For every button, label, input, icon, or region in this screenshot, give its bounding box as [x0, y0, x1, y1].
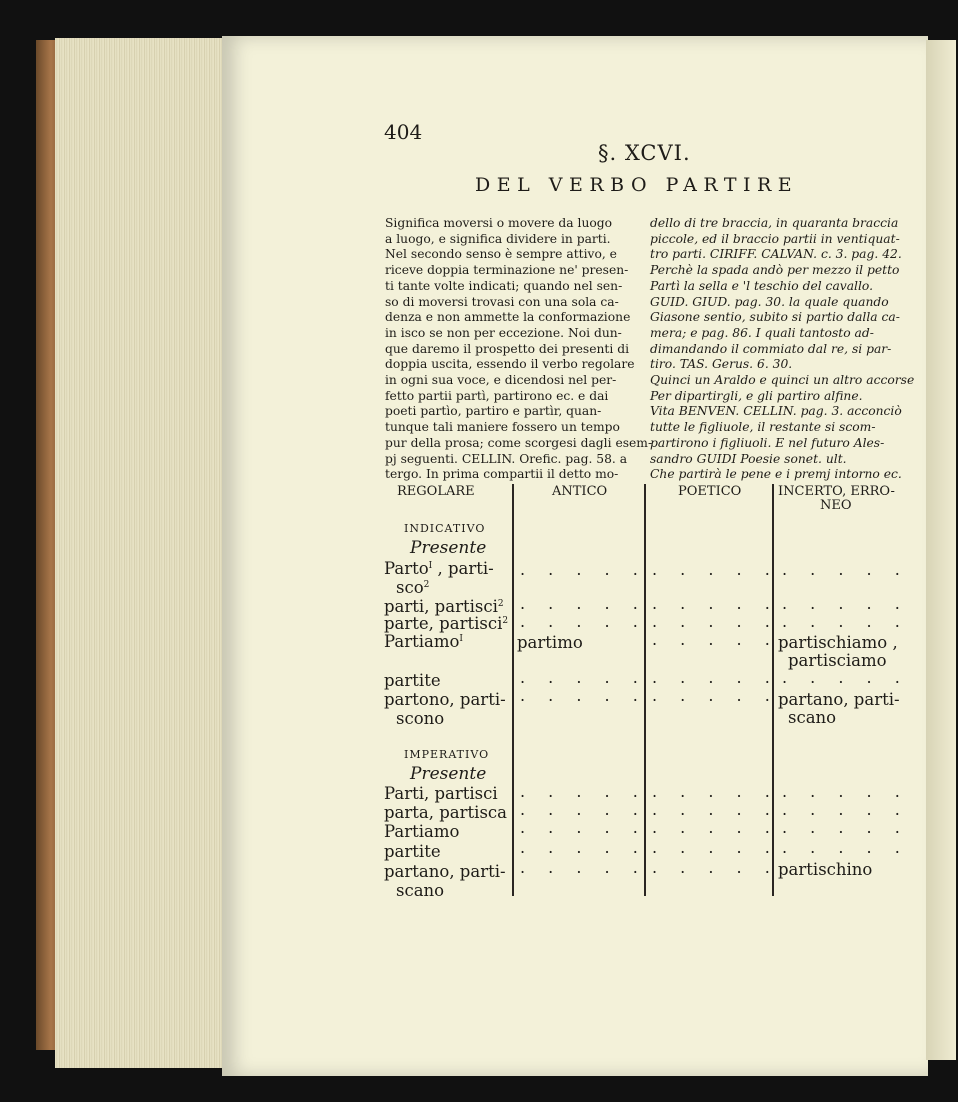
dots-antico: . . . . . [520, 800, 647, 819]
text-line: so di moversi trovasi con una sola ca- [385, 294, 619, 309]
dots-poetico: . . . . . [652, 560, 779, 579]
text-line: dello di tre braccia, in quaranta braccia [650, 216, 899, 230]
text-line: partirono i figliuoli. E nel futuro Ales- [650, 435, 885, 450]
text-line: pj seguenti. CELLIN. Orefic. pag. 58. a [385, 451, 628, 466]
header-incerto: INCERTO, ERRO- [778, 484, 895, 499]
form-parte: parte, partisci$^2$ [384, 614, 509, 633]
dots-incerto: . . . . . [782, 818, 909, 837]
dots-poetico: . . . . . [652, 630, 779, 649]
dots-antico: . . . . . [520, 818, 647, 837]
tense-presente-imperativo: Presente [410, 764, 487, 784]
dots-antico: . . . . . [520, 858, 647, 877]
dots-antico: . . . . . [520, 668, 647, 687]
text-line: que daremo il prospetto dei presenti di [385, 341, 630, 356]
dots-antico: . . . . . [520, 838, 647, 857]
chapter-title: DEL VERBO PARTIRE [475, 174, 799, 196]
dots-poetico: . . . . . [652, 818, 779, 837]
form-partano: partano, parti- [778, 690, 900, 709]
text-line: dimandando il commiato dal re, si par- [650, 341, 892, 356]
text-line: pur della prosa; come scorgesi dagli esem- [385, 435, 653, 450]
form-partisco: sco$^2$ [396, 578, 430, 597]
imp-parti: Parti, partisci [384, 784, 498, 803]
imp-partano: partano, parti- [384, 862, 506, 881]
dots-antico: . . . . . [520, 612, 647, 631]
text-line: tunque tali maniere fossero un tempo [385, 420, 620, 435]
dots-poetico: . . . . . [652, 594, 779, 613]
tense-presente: Presente [410, 538, 487, 558]
dots-antico: . . . . . [520, 782, 647, 801]
dots-incerto: . . . . . [782, 838, 909, 857]
text-line: Per dipartirgli, e gli partiro alfine. [650, 388, 863, 403]
imp-partiscano: scano [396, 881, 445, 900]
text-line: tutte le figliuole, il restante si scom- [650, 420, 876, 435]
imp-parta: parta, partisca [384, 803, 507, 822]
text-line: Significa moversi o movere da luogo [385, 216, 613, 230]
text-line: Che partirà le pene e i premj intorno ec. [650, 467, 902, 482]
form-partimo: partimo [517, 633, 583, 652]
text-line: riceve doppia terminazione ne' presen- [385, 263, 629, 278]
text-line: Partì la sella e 'l teschio del cavallo. [650, 278, 874, 293]
dots-incerto: . . . . . [782, 668, 909, 687]
text-line: GUID. GIUD. pag. 30. la quale quando [650, 294, 889, 309]
mood-indicativo: INDICATIVO [404, 522, 486, 535]
form-partite: partite [384, 671, 441, 690]
header-incerto-cont: NEO [820, 498, 852, 513]
text-line: a luogo, e significa dividere in parti. [385, 231, 611, 246]
dots-poetico: . . . . . [652, 838, 779, 857]
page-number: 404 [384, 120, 423, 144]
dots-poetico: . . . . . [652, 800, 779, 819]
form-partischiamo: partischiamo , [778, 633, 898, 652]
text-line: piccole, ed il braccio partii in ventiquat- [650, 231, 900, 246]
text-line: Giasone sentio, subito si partio dalla ca- [650, 310, 900, 325]
column-rule [512, 484, 514, 896]
text-line: doppia uscita, essendo il verbo regolare [385, 357, 635, 372]
text-line: Perchè la spada andò per mezzo il petto [650, 263, 900, 278]
dots-incerto: . . . . . [782, 560, 909, 579]
form-partiamo: Partiamo$^I$ [384, 632, 463, 651]
dots-poetico: . . . . . [652, 686, 779, 705]
form-partisciamo: partisciamo [788, 651, 887, 670]
text-line: Quinci un Araldo e quinci un altro accorse [650, 373, 915, 387]
mood-imperativo: IMPERATIVO [404, 748, 490, 761]
dots-antico: . . . . . [520, 560, 647, 579]
form-parti: parti, partisci$^2$ [384, 597, 504, 616]
dots-antico: . . . . . [520, 594, 647, 613]
text-line: in ogni sua voce, e dicendosi nel per- [385, 373, 617, 387]
dots-poetico: . . . . . [652, 668, 779, 687]
text-line: Vita BENVEN. CELLIN. pag. 3. acconciò [650, 404, 902, 419]
page-stack [55, 38, 230, 1068]
section-number: §. XCVI. [598, 141, 691, 165]
text-line: tergo. In prima compartii il detto mo- [385, 467, 619, 482]
text-line: poeti partìo, partiro e partìr, quan- [385, 404, 602, 419]
form-partiscono: scono [396, 709, 445, 728]
imp-partite: partite [384, 842, 441, 861]
dots-incerto: . . . . . [782, 612, 909, 631]
text-line: denza e non ammette la conformazione [385, 310, 631, 325]
header-poetico: POETICO [678, 484, 742, 499]
imp-partischino: partischino [778, 860, 873, 879]
dots-incerto: . . . . . [782, 782, 909, 801]
text-line: in isco se non per eccezione. Noi dun- [385, 325, 622, 340]
form-partiscano: scano [788, 708, 837, 727]
text-line: mera; e pag. 86. I quali tantosto ad- [650, 325, 874, 340]
text-line: Nel secondo senso è sempre attivo, e [385, 247, 617, 262]
text-line: sandro GUIDI Poesie sonet. ult. [650, 451, 847, 466]
dots-incerto: . . . . . [782, 800, 909, 819]
text-line: fetto partii partì, partirono ec. e dai [385, 388, 609, 403]
imp-partiamo: Partiamo [384, 822, 460, 841]
text-line: tro parti. CIRIFF. CALVAN. c. 3. pag. 42. [650, 247, 902, 262]
form-partono: partono, parti- [384, 690, 506, 709]
header-regolare: REGOLARE [397, 484, 475, 499]
dots-incerto: . . . . . [782, 594, 909, 613]
header-antico: ANTICO [552, 484, 608, 499]
form-parto: Parto$^I$ , parti- [384, 559, 494, 578]
text-line: tiro. TAS. Gerus. 6. 30. [650, 357, 793, 372]
dots-poetico: . . . . . [652, 612, 779, 631]
dots-poetico: . . . . . [652, 782, 779, 801]
dots-antico: . . . . . [520, 686, 647, 705]
text-line: ti tante volte indicati; quando nel sen- [385, 278, 623, 293]
facing-page-edge [926, 40, 956, 1060]
dots-poetico: . . . . . [652, 858, 779, 877]
